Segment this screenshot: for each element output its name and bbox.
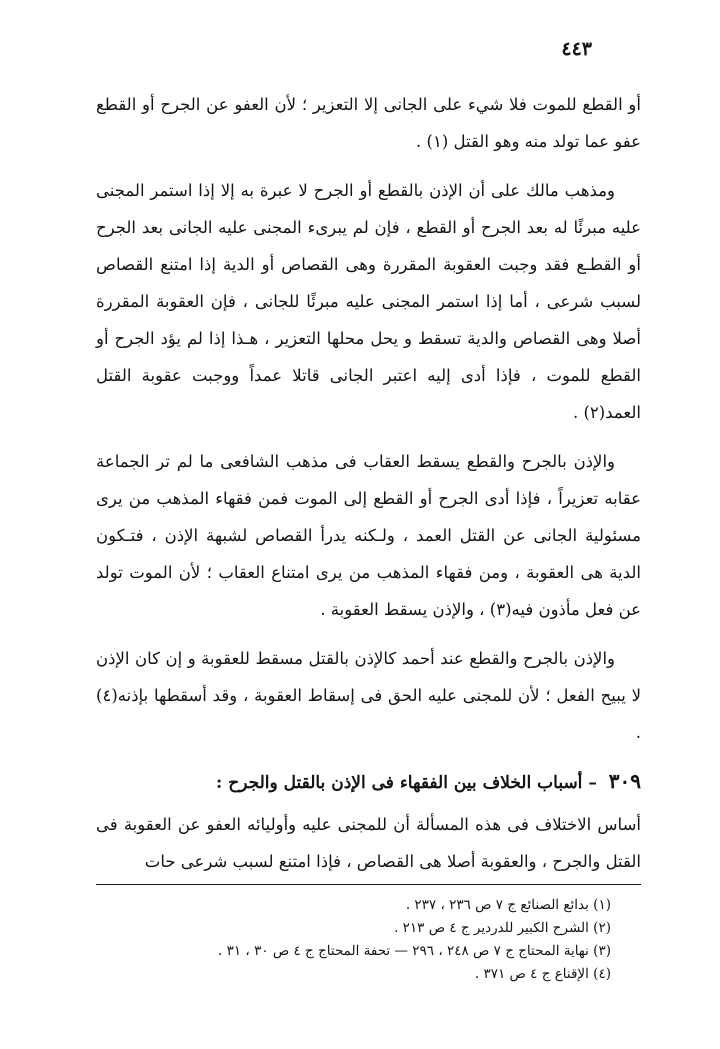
footnote-item: (٤) الإقناع ج ٤ ص ٣٧١ . [474, 966, 611, 982]
footnotes [96, 894, 641, 986]
footnote-item: (٣) نهاية المحتاج ج ٧ ص ٢٤٨ ، ٢٩٦ — تحفة المحتاج ج ٤ ص ٣٠ ، ٣١ . [218, 943, 611, 959]
section-number: ٣٠٩ [608, 769, 641, 793]
section-heading [96, 763, 641, 802]
paragraph-4: والإذن بالجرح والقطع عند أحمد كالإذن بالقتل مسقط للعقوبة و إن كان الإذن لا يبيح الفعل ؛ لأن للمجنى عليه الحق فى إسقاط العقوبة ، وقد أسقطها بإذنه(٤) . [96, 649, 641, 742]
footnote-item: (٢) الشرح الكبير للدردير ج ٤ ص ٢١٣ . [394, 920, 611, 936]
section-title: – أسباب الخلاف بين الفقهاء فى الإذن بالقتل والجرح : [216, 773, 597, 793]
footnote-divider [96, 884, 641, 885]
paragraph-2: ومذهب مالك على أن الإذن بالقطع أو الجرح لا عبرة به إلا إذا استمر المجنى عليه مبرئًا له بعد الجرح أو القطع ، فإن لم يبرىء المجنى عليه الجانى بعد الجرح أو القطـع فقد وجبت العقوبة المقررة وهى القصاص أو الدية إذا امتنع القصاص لسبب شرعى ، أما إذا استمر المجنى عليه مبرئًا للجانى ، فإن العقوبة المقررة أصلا وهى القصاص والدية تسقط و يحل محلها التعزير ، هـذا إذا لم يؤد الجرح أو القطع للموت ، فإذا أدى إليه اعتبر الجانى قاتلا عمداً ووجبت عقوبة القتل العمد(٢) . [96, 181, 641, 422]
paragraph-3: والإذن بالجرح والقطع يسقط العقاب فى مذهب الشافعى ما لم تر الجماعة عقابه تعزيراً ، فإذا أدى الجرح أو القطع إلى الموت فمن فقهاء المذهب من يرى مسئولية الجانى عن القتل العمد ، ولـكنه يدرأ القصاص لشبهة الإذن ، فتـكون الدية هى العقوبة ، ومن فقهاء المذهب من يرى امتناع العقاب ؛ لأن الموت تولد عن فعل مأذون فيه(٣) ، والإذن يسقط العقوبة . [96, 452, 641, 619]
page-number: ٤٤٣ [561, 38, 592, 60]
main-text [96, 86, 641, 892]
paragraph-5: أساس الاختلاف فى هذه المسألة أن للمجنى عليه وأوليائه العفو عن العقوبة فى القتل والجرح ، والعقوبة أصلا هى القصاص ، فإذا امتنع لسبب شرعى حات [96, 815, 641, 871]
paragraph-1: أو القطع للموت فلا شيء على الجانى إلا التعزير ؛ لأن العفو عن الجرح أو القطع عفو عما تولد منه وهو القتل (١) . [96, 95, 641, 151]
footnote-item: (١) بدائع الصنائع ج ٧ ص ٢٣٦ ، ٢٣٧ . [405, 897, 611, 913]
